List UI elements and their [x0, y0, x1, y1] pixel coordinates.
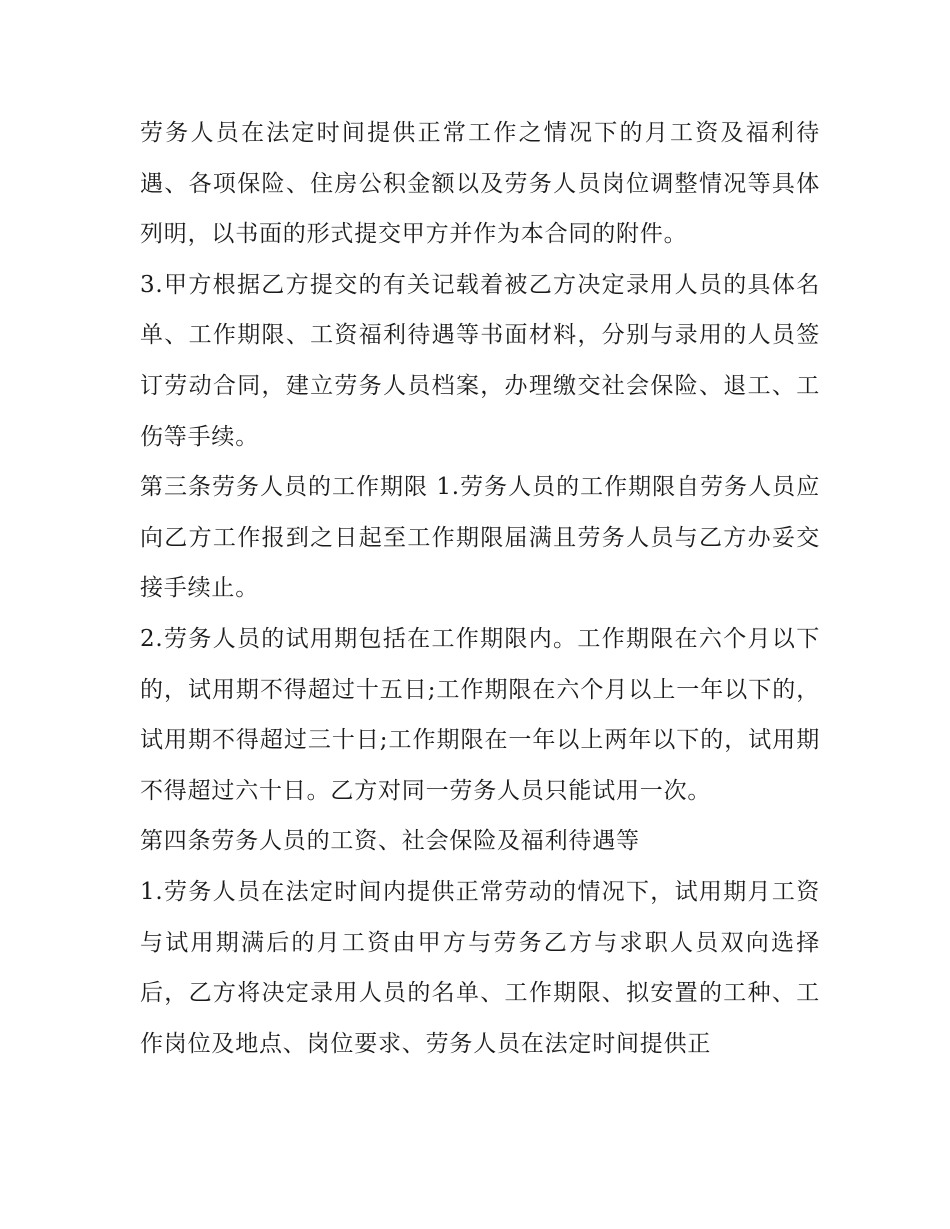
paragraph-probation-period: 2.劳务人员的试用期包括在工作期限内。工作期限在六个月以下的，试用期不得超过十五日;工作期限在六个月以上一年以下的，试用期不得超过三十日;工作期限在一年以上两年以下的，试用期不得超过六十日。乙方对同一劳务人员只能试用一次。 — [140, 625, 820, 804]
paragraph-clause-3-labor-contract: 3.甲方根据乙方提交的有关记载着被乙方决定录用人员的具体名单、工作期限、工资福利待遇等书面材料，分别与录用的人员签订劳动合同，建立劳务人员档案，办理缴交社会保险、退工、工伤等手续。 — [140, 271, 820, 450]
heading-article-4-wages-insurance: 第四条劳务人员的工资、社会保险及福利待遇等 — [140, 828, 640, 855]
paragraph-salary-welfare-attachment: 劳务人员在法定时间提供正常工作之情况下的月工资及福利待遇、各项保险、住房公积金额以及劳务人员岗位调整情况等具体列明，以书面的形式提交甲方并作为本合同的附件。 — [140, 120, 820, 248]
document-page — [140, 108, 820, 1069]
paragraph-clause-1-wages: 1.劳务人员在法定时间内提供正常劳动的情况下，试用期月工资与试用期满后的月工资由甲方与劳务乙方与求职人员双向选择后，乙方将决定录用人员的名单、工作期限、拟安置的工种、工作岗位及地点、岗位要求、劳务人员在法定时间提供正 — [140, 878, 820, 1057]
paragraph-article-3-work-period: 第三条劳务人员的工作期限 1.劳务人员的工作期限自劳务人员应向乙方工作报到之日起至工作期限届满且劳务人员与乙方办妥交接手续止。 — [140, 474, 820, 602]
